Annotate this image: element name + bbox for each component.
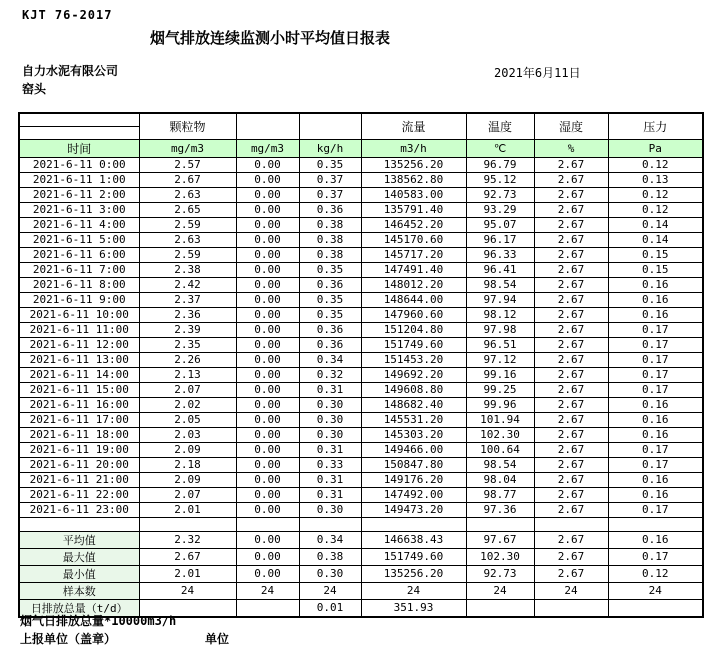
time-cell: 2021-6-11 11:00 [19, 322, 139, 337]
unit-label: 单位 [205, 632, 230, 646]
value-cell: 135256.20 [361, 157, 466, 172]
value-cell: 2.13 [139, 367, 236, 382]
value-cell: 97.67 [466, 531, 534, 548]
value-cell: 2.67 [534, 202, 608, 217]
company-name: 自力水泥有限公司 [22, 64, 119, 78]
value-cell: 2.67 [534, 472, 608, 487]
value-cell: 148682.40 [361, 397, 466, 412]
summary-label-cell [19, 517, 139, 531]
value-cell: 24 [361, 582, 466, 599]
value-cell: 98.04 [466, 472, 534, 487]
header-flow: 流量 [361, 113, 466, 139]
value-cell: 0.16 [608, 397, 703, 412]
value-cell: 146452.20 [361, 217, 466, 232]
value-cell: 2.67 [139, 172, 236, 187]
value-cell: 0.31 [299, 487, 361, 502]
value-cell: 138562.80 [361, 172, 466, 187]
summary-label-cell: 日排放总量（t/d） [19, 599, 139, 617]
time-cell: 2021-6-11 0:00 [19, 157, 139, 172]
value-cell [534, 599, 608, 617]
value-cell: 0.14 [608, 217, 703, 232]
unit-m3h: m3/h [361, 139, 466, 157]
value-cell: 2.57 [139, 157, 236, 172]
value-cell: 0.12 [608, 565, 703, 582]
value-cell: 0.34 [299, 531, 361, 548]
value-cell: 0.12 [608, 157, 703, 172]
value-cell: 97.36 [466, 502, 534, 517]
value-cell: 96.79 [466, 157, 534, 172]
value-cell: 135256.20 [361, 565, 466, 582]
header-temperature: 温度 [466, 113, 534, 139]
value-cell: 2.67 [534, 292, 608, 307]
header-pressure: 压力 [608, 113, 703, 139]
value-cell: 0.00 [236, 548, 299, 565]
value-cell: 2.67 [534, 367, 608, 382]
summary-label-cell: 最大值 [19, 548, 139, 565]
time-cell: 2021-6-11 19:00 [19, 442, 139, 457]
value-cell: 0.12 [608, 187, 703, 202]
value-cell: 147492.00 [361, 487, 466, 502]
value-cell: 0.00 [236, 187, 299, 202]
value-cell: 0.16 [608, 292, 703, 307]
value-cell: 2.67 [534, 187, 608, 202]
value-cell: 0.31 [299, 382, 361, 397]
value-cell: 2.09 [139, 472, 236, 487]
value-cell: 0.34 [299, 352, 361, 367]
value-cell: 147960.60 [361, 307, 466, 322]
summary-label-cell: 最小值 [19, 565, 139, 582]
report-table [18, 112, 704, 618]
table-row [19, 322, 703, 337]
value-cell: 95.07 [466, 217, 534, 232]
value-cell: 2.67 [139, 548, 236, 565]
table-row [19, 367, 703, 382]
value-cell [466, 517, 534, 531]
header-humidity: 湿度 [534, 113, 608, 139]
summary-row [19, 531, 703, 548]
value-cell: 24 [466, 582, 534, 599]
value-cell: 0.01 [299, 599, 361, 617]
value-cell: 0.16 [608, 487, 703, 502]
value-cell: 97.12 [466, 352, 534, 367]
value-cell: 92.73 [466, 187, 534, 202]
table-row [19, 382, 703, 397]
value-cell: 96.33 [466, 247, 534, 262]
value-cell: 2.07 [139, 382, 236, 397]
time-cell: 2021-6-11 20:00 [19, 457, 139, 472]
value-cell: 149176.20 [361, 472, 466, 487]
value-cell: 0.00 [236, 232, 299, 247]
value-cell: 98.12 [466, 307, 534, 322]
value-cell: 24 [236, 582, 299, 599]
value-cell: 0.00 [236, 307, 299, 322]
value-cell: 0.17 [608, 337, 703, 352]
summary-row [19, 548, 703, 565]
value-cell: 0.16 [608, 412, 703, 427]
value-cell: 0.00 [236, 412, 299, 427]
value-cell: 0.00 [236, 565, 299, 582]
value-cell: 0.00 [236, 337, 299, 352]
value-cell: 0.00 [236, 397, 299, 412]
value-cell: 0.36 [299, 322, 361, 337]
value-cell: 0.00 [236, 502, 299, 517]
footer-note: 烟气日排放总量*10000m3/h [20, 614, 177, 628]
value-cell: 2.59 [139, 247, 236, 262]
time-cell: 2021-6-11 21:00 [19, 472, 139, 487]
table-row [19, 202, 703, 217]
value-cell: 97.98 [466, 322, 534, 337]
time-cell: 2021-6-11 4:00 [19, 217, 139, 232]
value-cell: 151749.60 [361, 548, 466, 565]
table-row [19, 247, 703, 262]
value-cell: 0.00 [236, 487, 299, 502]
value-cell: 0.15 [608, 247, 703, 262]
value-cell: 145303.20 [361, 427, 466, 442]
header-group-row-1 [19, 113, 703, 126]
value-cell: 2.01 [139, 502, 236, 517]
value-cell: 96.51 [466, 337, 534, 352]
value-cell: 148644.00 [361, 292, 466, 307]
value-cell: 0.00 [236, 442, 299, 457]
value-cell: 2.67 [534, 412, 608, 427]
value-cell: 0.12 [608, 202, 703, 217]
value-cell: 0.17 [608, 367, 703, 382]
value-cell: 0.36 [299, 277, 361, 292]
value-cell: 2.67 [534, 352, 608, 367]
header-blank-cell [299, 113, 361, 139]
value-cell: 2.67 [534, 427, 608, 442]
time-cell: 2021-6-11 15:00 [19, 382, 139, 397]
header-time: 时间 [19, 139, 139, 157]
value-cell: 2.59 [139, 217, 236, 232]
value-cell: 149608.80 [361, 382, 466, 397]
value-cell: 0.30 [299, 412, 361, 427]
time-cell: 2021-6-11 6:00 [19, 247, 139, 262]
unit-percent: % [534, 139, 608, 157]
value-cell: 2.67 [534, 247, 608, 262]
value-cell: 96.17 [466, 232, 534, 247]
value-cell: 0.00 [236, 247, 299, 262]
value-cell: 0.36 [299, 202, 361, 217]
value-cell: 135791.40 [361, 202, 466, 217]
unit-kgh: kg/h [299, 139, 361, 157]
value-cell: 2.67 [534, 277, 608, 292]
value-cell: 2.67 [534, 307, 608, 322]
table-row [19, 157, 703, 172]
time-cell: 2021-6-11 7:00 [19, 262, 139, 277]
value-cell: 0.16 [608, 472, 703, 487]
table-row [19, 442, 703, 457]
value-cell: 151749.60 [361, 337, 466, 352]
value-cell: 146638.43 [361, 531, 466, 548]
value-cell: 2.67 [534, 157, 608, 172]
value-cell: 0.31 [299, 472, 361, 487]
header-blank-cell [19, 113, 139, 126]
value-cell: 0.00 [236, 262, 299, 277]
summary-row [19, 517, 703, 531]
summary-label-cell: 样本数 [19, 582, 139, 599]
report-date: 2021年6月11日 [494, 66, 581, 80]
value-cell [608, 599, 703, 617]
time-cell: 2021-6-11 17:00 [19, 412, 139, 427]
table-row [19, 472, 703, 487]
value-cell: 0.38 [299, 548, 361, 565]
value-cell: 2.67 [534, 397, 608, 412]
value-cell: 2.67 [534, 502, 608, 517]
value-cell: 0.33 [299, 457, 361, 472]
value-cell: 0.30 [299, 565, 361, 582]
value-cell: 2.67 [534, 262, 608, 277]
value-cell: 0.00 [236, 157, 299, 172]
table-row [19, 397, 703, 412]
value-cell: 0.16 [608, 531, 703, 548]
value-cell: 0.16 [608, 427, 703, 442]
value-cell: 0.00 [236, 202, 299, 217]
value-cell: 149466.00 [361, 442, 466, 457]
value-cell: 0.38 [299, 247, 361, 262]
time-cell: 2021-6-11 13:00 [19, 352, 139, 367]
page-title: 烟气排放连续监测小时平均值日报表 [150, 29, 391, 47]
value-cell: 0.00 [236, 457, 299, 472]
table-row [19, 487, 703, 502]
value-cell: 99.25 [466, 382, 534, 397]
value-cell: 2.67 [534, 565, 608, 582]
value-cell: 0.32 [299, 367, 361, 382]
table-row [19, 337, 703, 352]
value-cell: 2.38 [139, 262, 236, 277]
value-cell [361, 517, 466, 531]
value-cell: 0.00 [236, 217, 299, 232]
value-cell: 2.01 [139, 565, 236, 582]
summary-label-cell: 平均值 [19, 531, 139, 548]
value-cell: 2.32 [139, 531, 236, 548]
time-cell: 2021-6-11 16:00 [19, 397, 139, 412]
table-row [19, 292, 703, 307]
value-cell: 0.30 [299, 427, 361, 442]
value-cell: 0.37 [299, 187, 361, 202]
reporting-unit-label: 上报单位（盖章） [20, 632, 117, 646]
value-cell: 2.67 [534, 172, 608, 187]
value-cell: 0.00 [236, 322, 299, 337]
value-cell: 2.05 [139, 412, 236, 427]
time-cell: 2021-6-11 18:00 [19, 427, 139, 442]
value-cell: 2.67 [534, 487, 608, 502]
value-cell: 99.96 [466, 397, 534, 412]
value-cell: 2.42 [139, 277, 236, 292]
value-cell: 151453.20 [361, 352, 466, 367]
value-cell: 2.67 [534, 322, 608, 337]
time-cell: 2021-6-11 9:00 [19, 292, 139, 307]
value-cell: 0.00 [236, 531, 299, 548]
value-cell: 0.15 [608, 262, 703, 277]
table-row [19, 412, 703, 427]
value-cell: 99.16 [466, 367, 534, 382]
value-cell: 145717.20 [361, 247, 466, 262]
value-cell: 0.00 [236, 472, 299, 487]
value-cell: 2.67 [534, 442, 608, 457]
time-cell: 2021-6-11 12:00 [19, 337, 139, 352]
unit-celsius: ℃ [466, 139, 534, 157]
table-body [19, 157, 703, 617]
value-cell: 0.35 [299, 292, 361, 307]
value-cell: 0.17 [608, 352, 703, 367]
value-cell: 0.17 [608, 502, 703, 517]
value-cell: 0.00 [236, 172, 299, 187]
value-cell: 24 [139, 582, 236, 599]
value-cell: 98.54 [466, 457, 534, 472]
value-cell: 0.00 [236, 427, 299, 442]
unit-mgm3: mg/m3 [139, 139, 236, 157]
value-cell: 24 [608, 582, 703, 599]
value-cell: 0.35 [299, 157, 361, 172]
value-cell: 0.00 [236, 382, 299, 397]
summary-row [19, 565, 703, 582]
table-row [19, 232, 703, 247]
value-cell: 2.03 [139, 427, 236, 442]
station-name: 窑头 [22, 82, 47, 96]
value-cell: 0.00 [236, 277, 299, 292]
value-cell: 0.00 [236, 367, 299, 382]
value-cell: 2.67 [534, 382, 608, 397]
value-cell: 2.67 [534, 531, 608, 548]
value-cell: 92.73 [466, 565, 534, 582]
value-cell: 0.16 [608, 307, 703, 322]
time-cell: 2021-6-11 22:00 [19, 487, 139, 502]
value-cell: 0.31 [299, 442, 361, 457]
table-row [19, 307, 703, 322]
value-cell: 102.30 [466, 427, 534, 442]
value-cell: 2.67 [534, 337, 608, 352]
value-cell: 0.16 [608, 277, 703, 292]
value-cell: 96.41 [466, 262, 534, 277]
value-cell: 2.35 [139, 337, 236, 352]
table-row [19, 277, 703, 292]
value-cell: 0.37 [299, 172, 361, 187]
value-cell: 2.07 [139, 487, 236, 502]
value-cell: 0.17 [608, 322, 703, 337]
table-row [19, 217, 703, 232]
value-cell: 2.67 [534, 217, 608, 232]
value-cell: 2.67 [534, 548, 608, 565]
value-cell: 98.77 [466, 487, 534, 502]
value-cell: 2.67 [534, 232, 608, 247]
value-cell [236, 599, 299, 617]
value-cell: 2.18 [139, 457, 236, 472]
table-row [19, 502, 703, 517]
value-cell: 2.65 [139, 202, 236, 217]
time-cell: 2021-6-11 8:00 [19, 277, 139, 292]
value-cell: 98.54 [466, 277, 534, 292]
doc-code: KJT 76-2017 [22, 8, 113, 22]
value-cell: 2.67 [534, 457, 608, 472]
value-cell: 148012.20 [361, 277, 466, 292]
table-row [19, 262, 703, 277]
value-cell: 97.94 [466, 292, 534, 307]
value-cell: 95.12 [466, 172, 534, 187]
value-cell [466, 599, 534, 617]
table-row [19, 427, 703, 442]
unit-mgm3: mg/m3 [236, 139, 299, 157]
time-cell: 2021-6-11 5:00 [19, 232, 139, 247]
value-cell: 0.17 [608, 382, 703, 397]
value-cell: 0.17 [608, 442, 703, 457]
time-cell: 2021-6-11 1:00 [19, 172, 139, 187]
value-cell: 0.17 [608, 548, 703, 565]
value-cell: 2.63 [139, 232, 236, 247]
value-cell [139, 517, 236, 531]
value-cell: 2.36 [139, 307, 236, 322]
value-cell: 0.30 [299, 502, 361, 517]
value-cell: 145170.60 [361, 232, 466, 247]
value-cell: 102.30 [466, 548, 534, 565]
value-cell: 2.37 [139, 292, 236, 307]
value-cell: 149473.20 [361, 502, 466, 517]
value-cell: 93.29 [466, 202, 534, 217]
value-cell: 0.00 [236, 352, 299, 367]
value-cell: 0.35 [299, 307, 361, 322]
value-cell: 2.26 [139, 352, 236, 367]
value-cell: 0.13 [608, 172, 703, 187]
unit-pa: Pa [608, 139, 703, 157]
value-cell: 0.38 [299, 217, 361, 232]
table-row [19, 352, 703, 367]
value-cell: 149692.20 [361, 367, 466, 382]
value-cell: 150847.80 [361, 457, 466, 472]
value-cell: 0.30 [299, 397, 361, 412]
value-cell: 2.09 [139, 442, 236, 457]
value-cell: 351.93 [361, 599, 466, 617]
value-cell [299, 517, 361, 531]
value-cell: 2.02 [139, 397, 236, 412]
value-cell: 24 [534, 582, 608, 599]
value-cell [534, 517, 608, 531]
table-row [19, 172, 703, 187]
value-cell: 2.63 [139, 187, 236, 202]
value-cell [608, 517, 703, 531]
value-cell: 101.94 [466, 412, 534, 427]
value-cell: 140583.00 [361, 187, 466, 202]
value-cell: 0.36 [299, 337, 361, 352]
value-cell: 0.17 [608, 457, 703, 472]
time-cell: 2021-6-11 14:00 [19, 367, 139, 382]
value-cell: 151204.80 [361, 322, 466, 337]
time-cell: 2021-6-11 2:00 [19, 187, 139, 202]
value-cell: 2.39 [139, 322, 236, 337]
table-row [19, 187, 703, 202]
value-cell: 100.64 [466, 442, 534, 457]
value-cell: 147491.40 [361, 262, 466, 277]
value-cell: 0.14 [608, 232, 703, 247]
summary-row [19, 582, 703, 599]
value-cell: 145531.20 [361, 412, 466, 427]
header-unit-row [19, 139, 703, 157]
value-cell: 24 [299, 582, 361, 599]
value-cell: 0.00 [236, 292, 299, 307]
table-row [19, 457, 703, 472]
value-cell: 0.35 [299, 262, 361, 277]
value-cell: 0.38 [299, 232, 361, 247]
time-cell: 2021-6-11 10:00 [19, 307, 139, 322]
time-cell: 2021-6-11 3:00 [19, 202, 139, 217]
value-cell [236, 517, 299, 531]
header-blank-cell [236, 113, 299, 139]
header-blank-cell [19, 126, 139, 139]
header-particulate: 颗粒物 [139, 113, 236, 139]
time-cell: 2021-6-11 23:00 [19, 502, 139, 517]
